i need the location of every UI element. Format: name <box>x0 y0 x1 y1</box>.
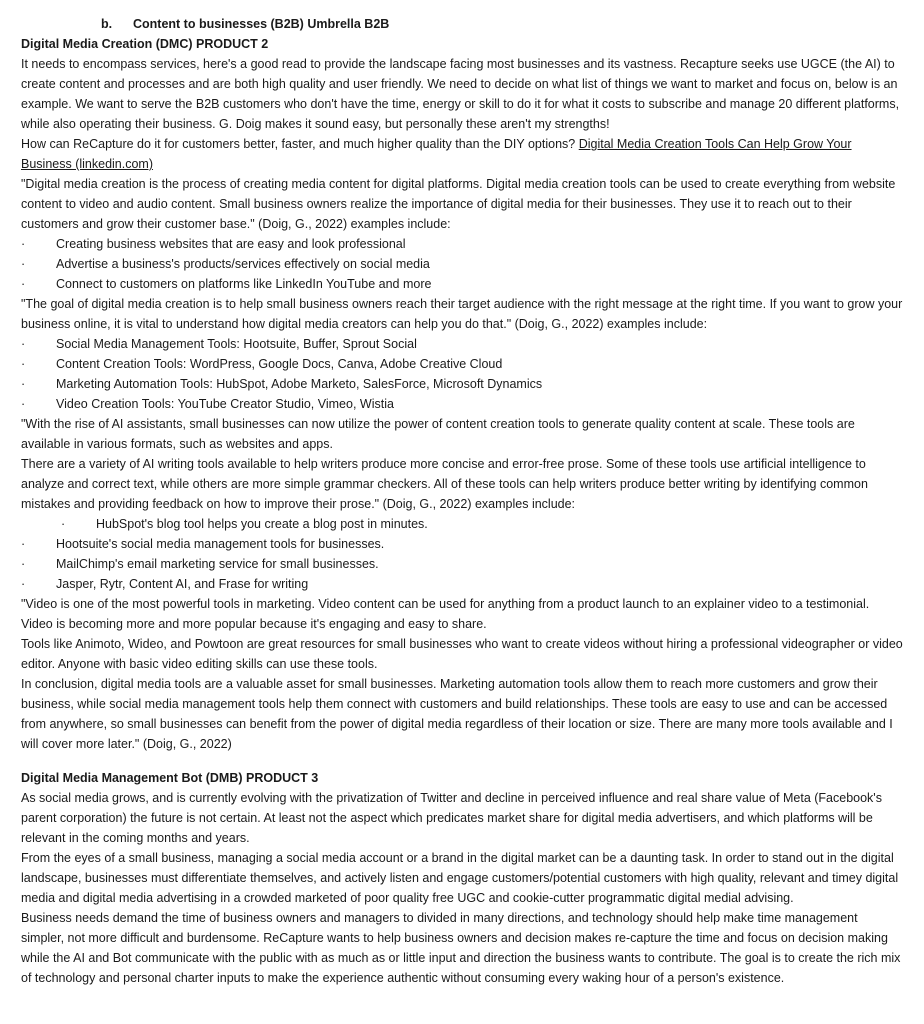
quote-4: There are a variety of AI writing tools available to help writers produce more concise and error-free prose. Some of these tools use artificial intelligence to analyze and correct text, while others are more simple grammar checkers. All of these tools can help writers produce better writing by identifying common mistakes and providing feedback on how to improve their prose." (Doig, G., 2022) examples include: <box>21 457 868 511</box>
quote-3: "With the rise of AI assistants, small businesses can now utilize the power of content creation tools to generate quality content at scale. These tools are available in various formats, such as websites and apps. <box>21 417 855 451</box>
bullet-icon: · <box>21 557 26 571</box>
list-item-text: Video Creation Tools: YouTube Creator Studio, Vimeo, Wistia <box>56 397 394 411</box>
section-spacer <box>21 754 904 768</box>
list-item <box>21 254 904 274</box>
linkedin-article-link[interactable]: Digital Media Creation Tools Can Help Grow Your Business (linkedin.com) <box>21 137 852 171</box>
list-item-text: Creating business websites that are easy and look professional <box>56 237 406 251</box>
bullet-icon: · <box>21 277 26 291</box>
product3-paragraph-1: As social media grows, and is currently evolving with the privatization of Twitter and decline in perceived influence and real share value of Meta (Facebook's parent corporation) the future is not certain. At least not the aspect which predicates market share for digital media advertisers, and which platforms will be relevant in the coming months and years. <box>21 791 882 845</box>
list-item <box>21 334 904 354</box>
bullet-icon: · <box>21 337 26 351</box>
list-item-text: Connect to customers on platforms like LinkedIn YouTube and more <box>56 277 432 291</box>
product3-paragraph-3: Business needs demand the time of business owners and managers to divided in many directions, and technology should help make time management simpler, not more difficult and burdensome. ReCapture wants to help business owners and decision makes re-capture the time and focus on decision making while the AI and Bot communicate with the public with as much as or little input and direction the business wants to contribute. The goal is to create the rich mix of technology and personal charter inputs to make the experience authentic without consuming every waking hour of a person's existence. <box>21 911 901 985</box>
bullet-icon: · <box>21 377 26 391</box>
bullet-icon: · <box>21 357 26 371</box>
quote-7: In conclusion, digital media tools are a valuable asset for small businesses. Marketing automation tools allow them to reach more customers and grow their business, while social media management tools help them connect with customers and build relationships. These tools are easy to use and can be accessed from anywhere, so small businesses can benefit from the power of digital media regardless of their location or size. There are many more tools available and I will cover more later." (Doig, G., 2022) <box>21 677 893 751</box>
list-item <box>21 374 904 394</box>
bullet-icon: · <box>21 257 26 271</box>
bullet-icon: · <box>21 397 26 411</box>
list-item <box>21 354 904 374</box>
quote-6: Tools like Animoto, Wideo, and Powtoon are great resources for small businesses who want to create videos without hiring a professional videographer or video editor. Anyone with basic video editing skills can use these tools. <box>21 637 903 671</box>
list-item <box>21 554 904 574</box>
list-item <box>21 534 904 554</box>
bullet-icon: · <box>61 517 66 531</box>
list-item-text: Content Creation Tools: WordPress, Google Docs, Canva, Adobe Creative Cloud <box>56 357 503 371</box>
product2-title: Digital Media Creation (DMC) PRODUCT 2 <box>21 37 269 51</box>
list-item-text: Jasper, Rytr, Content AI, and Frase for writing <box>56 577 309 591</box>
product2-paragraph-1: It needs to encompass services, here's a good read to provide the landscape facing most businesses and its vastness. Recapture seeks use UGCE (the AI) to create content and processes and are both high quality and user friendly. We need to decide on what list of things we want to market and focus on, below is an example. We want to serve the B2B customers who don't have the time, energy or skill to do it for what it costs to subscribe and manage 20 different platforms, while also operating their business. G. Doig makes it sound easy, but personally these aren't my strengths! <box>21 57 900 131</box>
list-item <box>21 514 904 534</box>
list-item-text: Marketing Automation Tools: HubSpot, Adobe Marketo, SalesForce, Microsoft Dynamics <box>56 377 543 391</box>
list-item <box>21 574 904 594</box>
bullet-icon: · <box>21 537 26 551</box>
list-item <box>21 394 904 414</box>
section-letter: b. <box>101 17 113 31</box>
list-item-text: Social Media Management Tools: Hootsuite, Buffer, Sprout Social <box>56 337 417 351</box>
bullet-icon: · <box>21 237 26 251</box>
section-title: Content to businesses (B2B) Umbrella B2B <box>133 17 390 31</box>
list-item-text: Advertise a business's products/services effectively on social media <box>56 257 430 271</box>
product2-paragraph-2-text: How can ReCapture do it for customers better, faster, and much higher quality than the DIY options? <box>21 137 579 151</box>
list-item <box>21 274 904 294</box>
product3-paragraph-2: From the eyes of a small business, managing a social media account or a brand in the digital market can be a daunting task. In order to stand out in the digital landscape, businesses must differentiate themselves, and actively listen and engage customers/potential customers with high quality, relevant and timey digital media and digital media advertising in a crowded marketed of poor quality free UGC and cookie-cutter programmatic digital medial advising. <box>21 851 899 905</box>
bullet-icon: · <box>21 577 26 591</box>
section-heading <box>21 14 904 34</box>
product2-paragraph-2 <box>21 134 904 174</box>
list-item-text: MailChimp's email marketing service for small businesses. <box>56 557 379 571</box>
list-item <box>21 234 904 254</box>
list-item-text: HubSpot's blog tool helps you create a blog post in minutes. <box>96 517 428 531</box>
quote-2: "The goal of digital media creation is to help small business owners reach their target audience with the right message at the right time. If you want to grow your business online, it is vital to understand how digital media creators can help you do that." (Doig, G., 2022) examples include: <box>21 297 903 331</box>
quote-1: "Digital media creation is the process of creating media content for digital platforms. Digital media creation tools can be used to create everything from website content to video and audio content. Small business owners realize the importance of digital media for their businesses. They use it to reach out to their customers and grow their customer base." (Doig, G., 2022) examples include: <box>21 177 896 231</box>
list-item-text: Hootsuite's social media management tools for businesses. <box>56 537 385 551</box>
quote-5: "Video is one of the most powerful tools in marketing. Video content can be used for anything from a product launch to an explainer video to a testimonial. Video is becoming more and more popular because it's engaging and easy to share. <box>21 597 870 631</box>
product3-title: Digital Media Management Bot (DMB) PRODUCT 3 <box>21 771 319 785</box>
